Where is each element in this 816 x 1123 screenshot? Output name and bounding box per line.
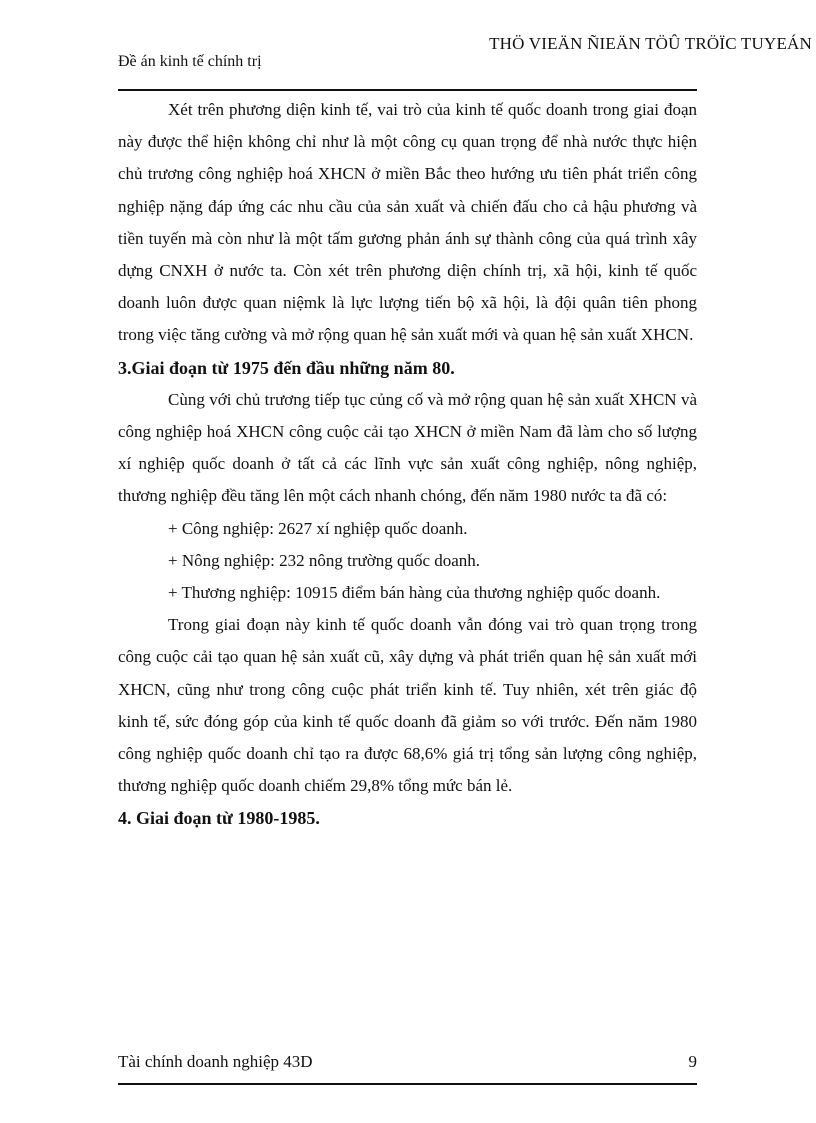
list-item-agriculture: + Nông nghiệp: 232 nông trường quốc doanh. (168, 550, 481, 570)
document-body (118, 94, 697, 835)
list-item-industry: + Công nghiệp: 2627 xí nghiệp quốc doanh. (168, 518, 468, 538)
footer-course-label: Tài chính doanh nghiệp 43D (118, 1052, 313, 1071)
header-title: Đề án kinh tế chính trị (118, 53, 262, 70)
list-item-commerce: + Thương nghiệp: 10915 điểm bán hàng của thương nghiệp quốc doanh. (168, 583, 661, 603)
section-heading-4: 4. Giai đoạn từ 1980-1985. (118, 808, 320, 829)
paragraph-contribution: Trong giai đoạn này kinh tế quốc doanh vẫn đóng vai trò quan trọng trong công cuộc cải tạo quan hệ sản xuất cũ, xây dựng và phát triển quan hệ sản xuất mới XHCN, cũng như trong công cuộc phát triển kinh tế. Tuy nhiên, xét trên giác độ kinh tế, sức đóng góp của kinh tế quốc doanh đã giảm so với trước. Đến năm 1980 công nghiệp quốc doanh chỉ tạo ra được 68,6% giá trị tổng sản lượng công nghiệp, thương nghiệp quốc doanh chiếm 29,8% tổng mức bán lẻ. (118, 615, 697, 796)
footer-divider (118, 1083, 697, 1085)
paragraph-reform: Cùng với chủ trương tiếp tục củng cố và mở rộng quan hệ sản xuất XHCN và công nghiệp hoá XHCN công cuộc cải tạo XHCN ở miền Nam đã làm cho số lượng xí nghiệp quốc doanh ở tất cả các lĩnh vực sản xuất công nghiệp, nông nghiệp, thương nghiệp đều tăng lên một cách nhanh chóng, đến năm 1980 nước ta đã có: (118, 389, 697, 506)
header-divider (118, 89, 697, 91)
watermark-text: THÖ VIEÄN ÑIEÄN TÖÛ TRÖÏC TUYEÁN (489, 34, 812, 53)
page-number: 9 (688, 1052, 697, 1071)
paragraph-economic-role: Xét trên phương diện kinh tế, vai trò của kinh tế quốc doanh trong giai đoạn này được thể hiện không chỉ như là một công cụ quan trọng để nhà nước thực hiện chủ trương công nghiệp hoá XHCN ở miền Bắc theo hướng ưu tiên phát triển công nghiệp nặng đáp ứng các nhu cầu của sản xuất và chiến đấu cho cả hậu phương và tiền tuyến mà còn như là một tấm gương phản ánh sự thành công của quá trình xây dựng CNXH ở nước ta. Còn xét trên phương diện chính trị, xã hội, kinh tế quốc doanh luôn được quan niệmk là lực lượng tiến bộ xã hội, là đội quân tiên phong trong việc tăng cường và mở rộng quan hệ sản xuất mới và quan hệ sản xuất XHCN. (118, 100, 697, 345)
section-heading-3: 3.Giai đoạn từ 1975 đến đầu những năm 80. (118, 357, 455, 378)
